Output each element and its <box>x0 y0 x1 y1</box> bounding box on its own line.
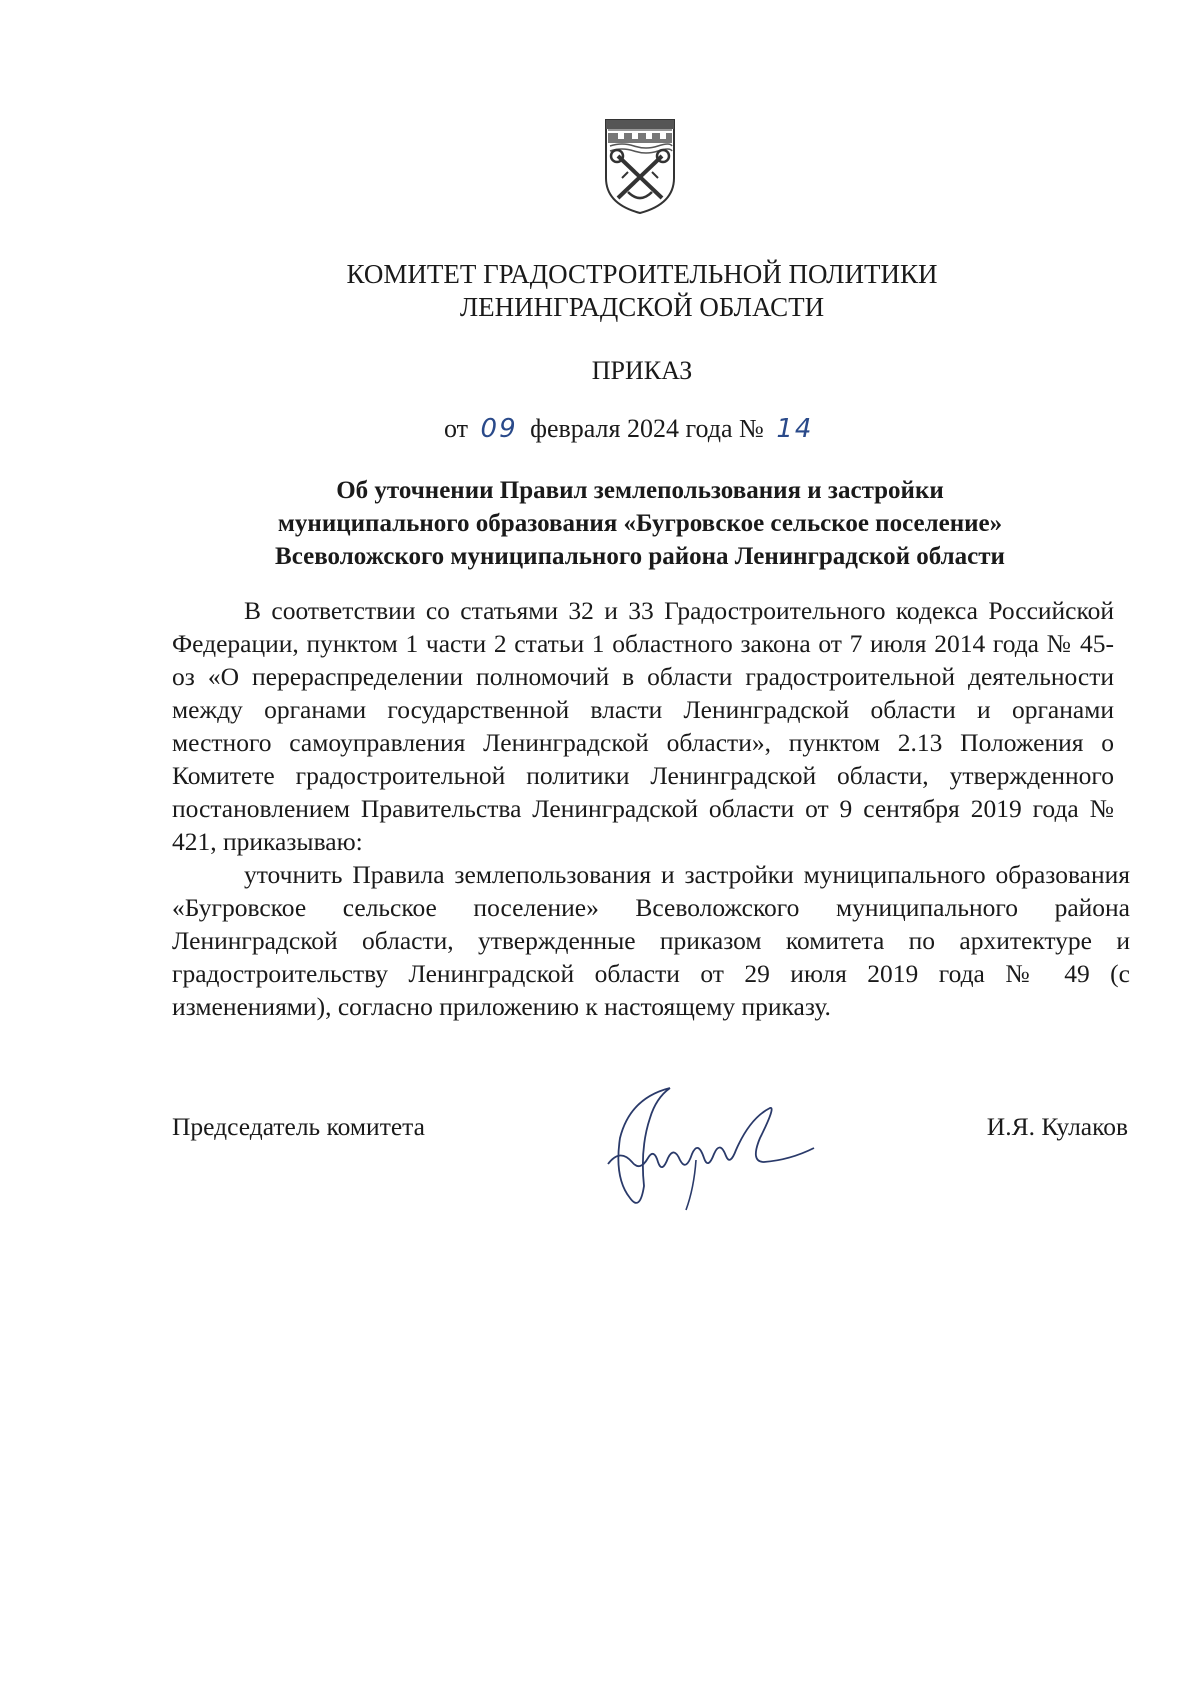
organization-name-line2: ЛЕНИНГРАДСКОЙ ОБЛАСТИ <box>459 292 825 322</box>
signer-name: И.Я. Кулаков <box>986 1112 1128 1141</box>
document-type: ПРИКАЗ <box>591 356 693 385</box>
document-title-line1: Об уточнении Правил землепользования и застройки <box>336 477 944 504</box>
document-title-line3: Всеволожского муниципального района Ленинградской области <box>275 543 1005 570</box>
organization-name-line1: КОМИТЕТ ГРАДОСТРОИТЕЛЬНОЙ ПОЛИТИКИ <box>346 259 938 289</box>
body-paragraph-1: В соответствии со статьями 32 и 33 Градостроительного кодекса Российской Федерации, пунктом 1 части 2 статьи 1 областного закона от 7 июля 2014 года № 45-оз «О перераспределении полномочий в области градостроительной деятельности между органами государственной власти Ленинградской области и органами местного самоуправления Ленинградской области», пунктом 2.13 Положения о Комитете градостроительной политики Ленинградской области, утвержденного постановлением Правительства Ленинградской области от 9 сентября 2019 года № 421, приказываю: <box>172 596 1114 856</box>
date-prefix: от <box>444 414 469 443</box>
document-date-line <box>444 414 813 444</box>
handwritten-signature-icon <box>600 1078 840 1228</box>
document-number: 14 <box>776 414 814 444</box>
date-day: 09 <box>480 414 518 444</box>
document-title-line2: муниципального образования «Бугровское сельское поселение» <box>277 510 1003 537</box>
body-paragraph-2: уточнить Правила землепользования и застройки муниципального образования «Бугровское сельское поселение» Всеволожского муниципального района Ленинградской области, утвержденные приказом комитета по архитектуре и градостроительству Ленинградской области от 29 июля 2019 года № 49 (с изменениями), согласно приложению к настоящему приказу. <box>172 860 1130 1021</box>
coat-of-arms-icon <box>602 116 678 216</box>
date-rest: февраля 2024 года № <box>530 414 764 443</box>
signer-position: Председатель комитета <box>172 1112 425 1141</box>
